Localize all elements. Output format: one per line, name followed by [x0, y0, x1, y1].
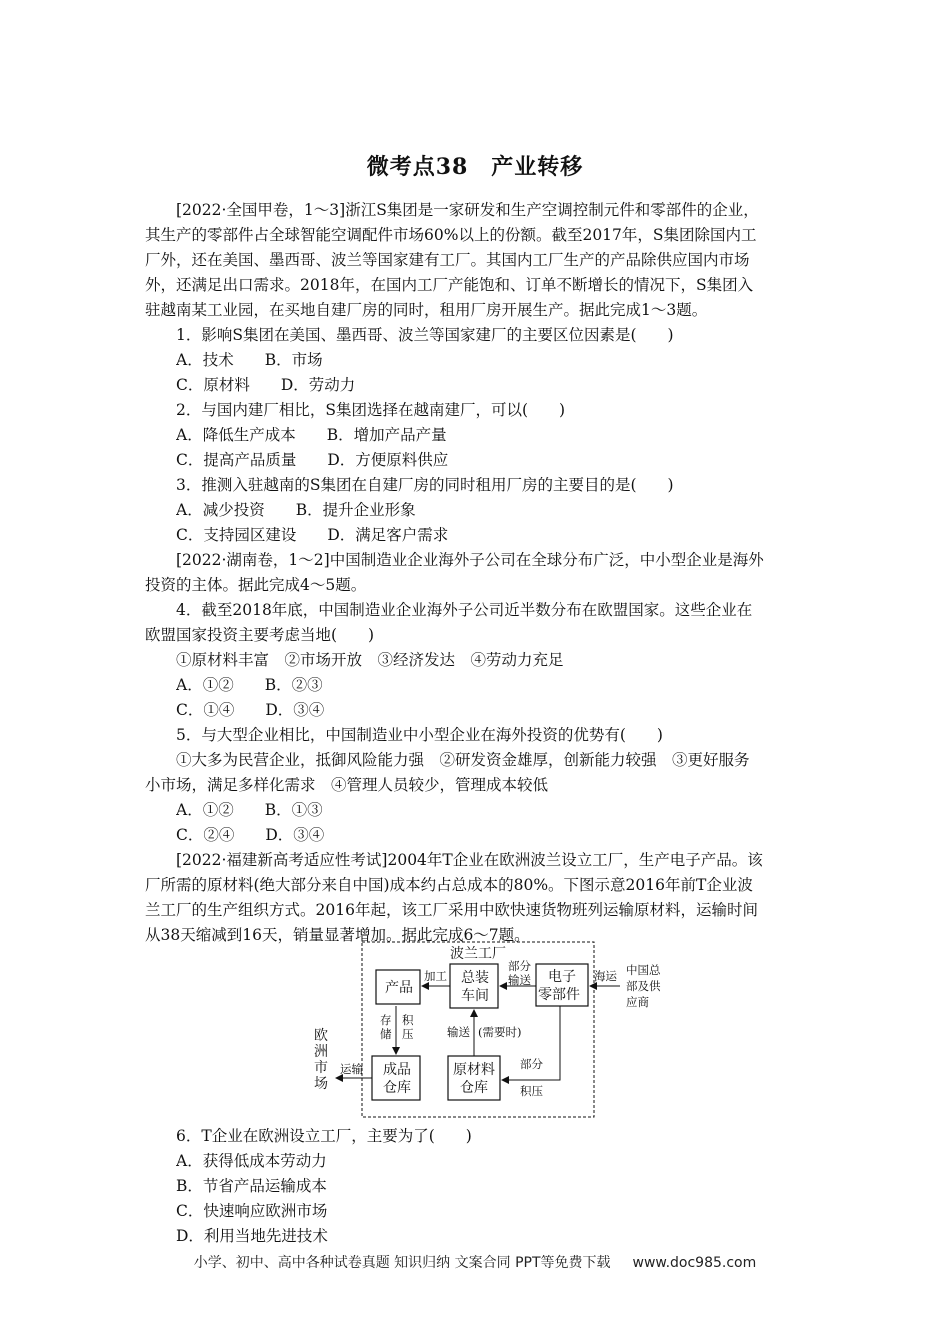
- options-line: C．原材料 D．劳动力: [176, 376, 356, 394]
- text-line: 厂外，还在美国、墨西哥、波兰等国家建有工厂。其国内工厂生产的产品除供应国内市场: [145, 251, 750, 269]
- parts-label-2: 零部件: [538, 987, 580, 1003]
- text-line: [2022·福建新高考适应性考试]2004年T企业在欧洲波兰设立工厂，生产电子产品。该: [176, 851, 763, 869]
- stockpile-label-2: 压: [402, 1027, 414, 1041]
- choices-line: ①原材料丰富 ②市场开放 ③经济发达 ④劳动力充足: [176, 651, 564, 669]
- question-4: 4．截至2018年底，中国制造业企业海外子公司近半数分布在欧盟国家。这些企业在: [176, 601, 753, 619]
- text-line: 从38天缩减到16天，销量显著增加。据此完成6～7题。: [145, 926, 530, 944]
- question-5: 5．与大型企业相比，中国制造业中小型企业在海外投资的优势有( ): [176, 726, 663, 744]
- market-label-2: 洲: [314, 1044, 328, 1060]
- page-title: 微考点38 产业转移: [366, 154, 584, 180]
- question-1: 1．影响S集团在美国、墨西哥、波兰等国家建厂的主要区位因素是( ): [176, 326, 674, 344]
- text-line: 驻越南某工业园，在买地自建厂房的同时，租用厂房开展生产。据此完成1～3题。: [145, 301, 708, 319]
- options-line: D．利用当地先进技术: [176, 1227, 328, 1245]
- options-line: C．快速响应欧洲市场: [176, 1202, 328, 1220]
- options-line: A．获得低成本劳动力: [176, 1152, 327, 1170]
- options-line: C．①④ D．③④: [176, 701, 325, 719]
- raw-warehouse-label-2: 仓库: [460, 1080, 488, 1096]
- text-line: 欧盟国家投资主要考虑当地( ): [145, 626, 375, 644]
- options-line: A．减少投资 B．提升企业形象: [176, 501, 416, 519]
- text-line: 厂所需的原材料(绝大部分来自中国)成本约占总成本的80%。下图示意2016年前T企业波: [145, 876, 753, 894]
- options-line: A．①② B．②③: [176, 676, 323, 694]
- question-3: 3．推测入驻越南的S集团在自建厂房的同时租用厂房的主要目的是( ): [176, 476, 674, 494]
- supplier-label-2: 部及供: [626, 979, 661, 993]
- options-line: A．降低生产成本 B．增加产品产量: [176, 426, 447, 444]
- when-needed-label: (需要时): [478, 1025, 522, 1039]
- text-line: 兰工厂的生产组织方式。2016年起，该工厂采用中欧快速货物班列运输原材料，运输时间: [145, 901, 758, 919]
- assembly-label-2: 车间: [461, 988, 489, 1004]
- shipping-label: 海运: [594, 969, 617, 983]
- supplier-label-3: 应商: [626, 995, 649, 1009]
- options-line: C．提高产品质量 D．方便原料供应: [176, 451, 449, 469]
- storage-label-1: 存: [380, 1013, 392, 1027]
- text-line: [2022·湖南卷，1～2]中国制造业企业海外子公司在全球分布广泛，中小型企业是海外: [176, 551, 764, 569]
- page-footer: [0, 1252, 950, 1272]
- parts-label-1: 电子: [548, 969, 576, 985]
- text-line: [2022·全国甲卷，1～3]浙江S集团是一家研发和生产空调控制元件和零部件的企业，: [176, 201, 759, 219]
- storage-label-2: 储: [380, 1027, 392, 1041]
- options-line: B．节省产品运输成本: [176, 1177, 327, 1195]
- partial-transport-1: 部分: [508, 959, 531, 973]
- factory-label: 波兰工厂: [450, 946, 506, 962]
- product-label: 产品: [385, 980, 413, 996]
- market-label-4: 场: [314, 1076, 328, 1092]
- options-line: A．①② B．①③: [176, 801, 323, 819]
- partial-stock-1: 部分: [520, 1057, 543, 1071]
- market-label-1: 欧: [314, 1028, 328, 1044]
- options-line: C．②④ D．③④: [176, 826, 325, 844]
- supplier-label-1: 中国总: [626, 963, 661, 977]
- text-line: 外，还满足出口需求。2018年，在国内工厂产能饱和、订单不断增长的情况下，S集团入: [145, 276, 754, 294]
- process-label: 加工: [424, 969, 447, 983]
- finished-warehouse-label-1: 成品: [383, 1062, 411, 1078]
- choices-line: ①大多为民营企业，抵御风险能力强 ②研发资金雄厚，创新能力较强 ③更好服务: [176, 751, 750, 769]
- footer-site-link[interactable]: www.doc985.com: [632, 1255, 757, 1271]
- partial-stock-2: 积压: [520, 1084, 543, 1098]
- options-line: A．技术 B．市场: [176, 351, 323, 369]
- options-line: C．支持园区建设 D．满足客户需求: [176, 526, 449, 544]
- market-label-3: 市: [314, 1060, 328, 1076]
- stockpile-label-1: 积: [402, 1013, 414, 1027]
- question-2: 2．与国内建厂相比，S集团选择在越南建厂，可以( ): [176, 401, 566, 419]
- partial-transport-2: 输送: [508, 973, 531, 987]
- question-6: 6．T企业在欧洲设立工厂，主要为了( ): [176, 1127, 472, 1145]
- choices-line: 小市场，满足多样化需求 ④管理人员较少，管理成本较低: [145, 776, 549, 794]
- raw-warehouse-label-1: 原材料: [453, 1062, 495, 1078]
- finished-warehouse-label-2: 仓库: [383, 1080, 411, 1096]
- text-line: 投资的主体。据此完成4～5题。: [145, 576, 367, 594]
- footer-text: 小学、初中、高中各种试卷真题 知识归纳 文案合同 PPT等免费下载: [193, 1255, 611, 1271]
- transport-needed-label: 输送: [447, 1025, 470, 1039]
- transport-label: 运输: [340, 1062, 363, 1076]
- text-line: 其生产的零部件占全球智能空调配件市场60%以上的份额。截至2017年，S集团除国内工: [145, 226, 757, 244]
- production-diagram: [300, 940, 690, 1120]
- assembly-label-1: 总装: [461, 970, 489, 986]
